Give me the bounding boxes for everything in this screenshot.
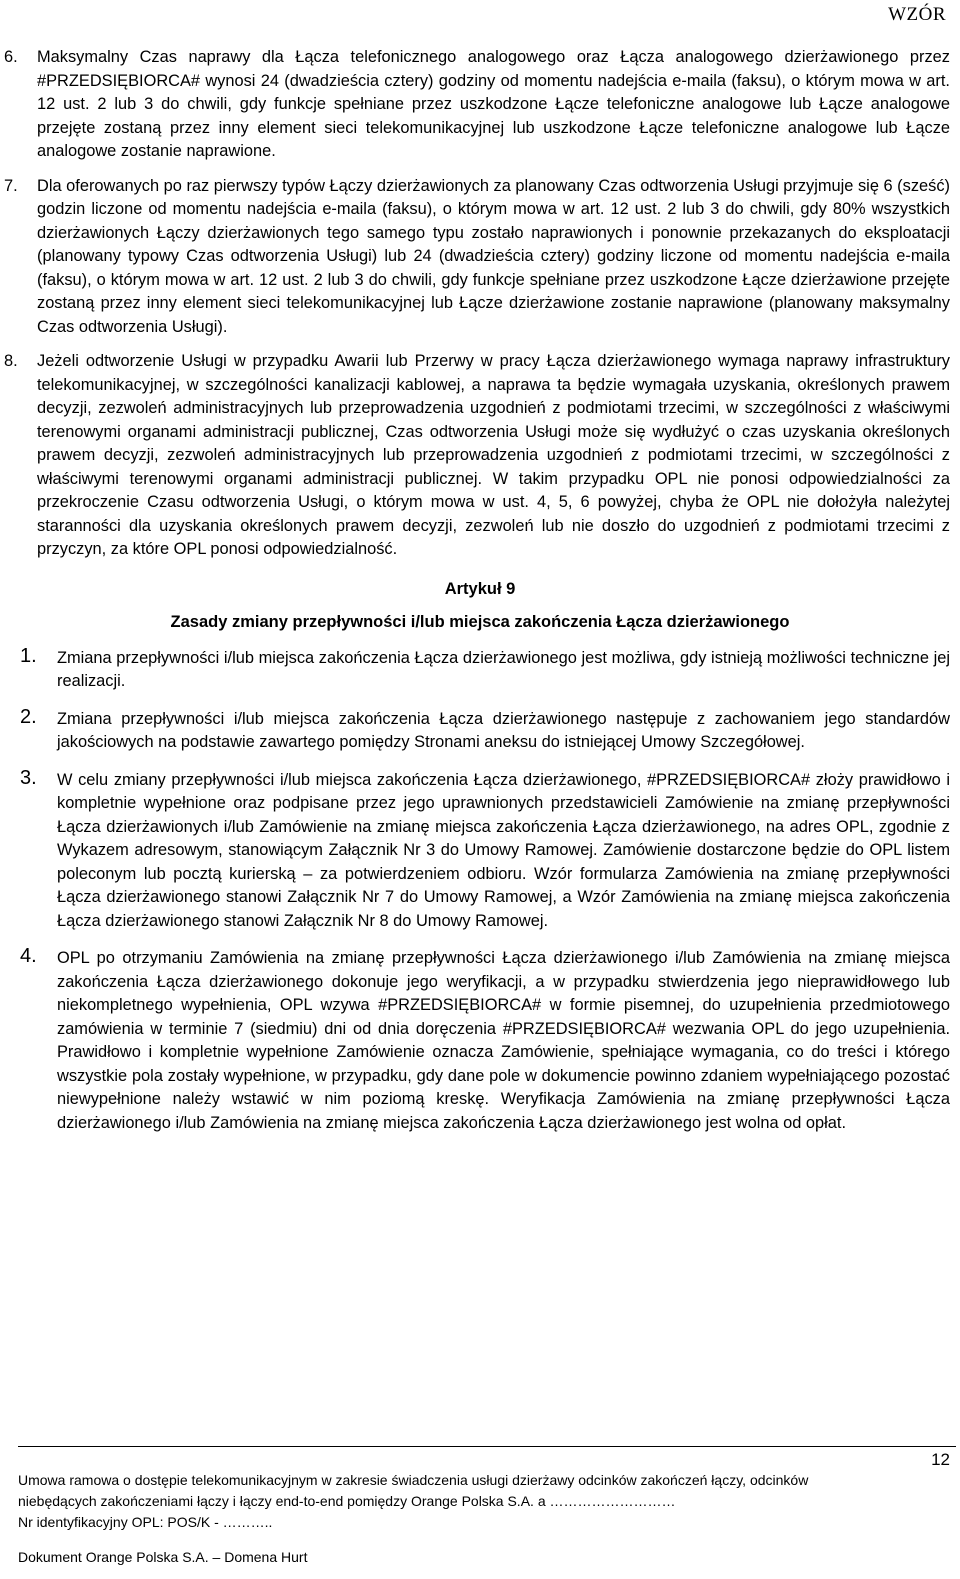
paragraph-6 [0,46,960,164]
footer-line: Umowa ramowa o dostępie telekomunikacyjnym w zakresie świadczenia usługi dzierżawy odcinków zakończeń łączy, odcinków [18,1472,809,1488]
watermark-label: WZÓR [888,4,946,25]
article-title: Artykuł 9 [444,579,516,598]
paragraph-text: OPL po otrzymaniu Zamówienia na zmianę przepływności Łącza dzierżawionego i/lub Zamówienia na zmianę miejsca zakończenia Łącza dzierżawionego dokonuje jego weryfikacji, a w przypadku stwierdzenia jego nieprawidłowego lub niekompletnego wypełnienia, OPL wzywa #PRZEDSIĘBIORCA# w formie pisemnej, do uzupełnienia przedmiotowego zamówienia w terminie 7 (siedmiu) dni od dnia doręczenia #PRZEDSIĘBIORCA# wezwania OPL do jego uzupełnienia. Prawidłowo i kompletnie wypełnione Zamówienie oznacza Zamówienie, spełniające wymagania, co do treści i którego wszystkie pola zostały wypełnione, w przypadku, gdy dane pole w dokumencie powinno zdaniem wypełniającego pozostać niewypełnione należy wstawić w nim poziomą kreskę. Weryfikacja Zamówienia na zmianę przepływności Łącza dzierżawionego i/lub Zamówienia na zmianę miejsca zakończenia Łącza dzierżawionego jest wolna od opłat. [57,949,950,1132]
paragraph-text: W celu zmiany przepływności i/lub miejsca zakończenia Łącza dzierżawionego, #PRZEDSIĘBIORCA# złoży prawidłowo i kompletnie wypełnione oraz podpisane przez jego uprawnionych przedstawicieli Zamówienie na zmianę przepływności Łącza dzierżawionych i/lub Zamówienie na zmianę miejsca zakończenia Łącza dzierżawionego, na adres OPL, zgodnie z Wykazem adresowym, stanowiącym Załącznik Nr 3 do Umowy Ramowej. Zamówienie dostarczone będzie do OPL listem poleconym lub pocztą kurierską – za potwierdzeniem odbioru. Wzór formularza Zamówienia na zmianę przepływności Łącza dzierżawionego stanowi Załącznik Nr 7 do Umowy Ramowej, a Wzór Zamówienia na zmianę miejsca zakończenia Łącza dzierżawionego stanowi Załącznik Nr 8 do Umowy Ramowej. [57,770,950,930]
paragraph-text: Zmiana przepływności i/lub miejsca zakończenia Łącza dzierżawionego jest możliwa, gdy istnieją możliwości techniczne jej realizacji. [57,648,950,690]
footer-line: Nr identyfikacyjny OPL: POS/K - ……….. [18,1514,273,1530]
article-paragraph-2 [0,705,960,755]
paragraph-text: Dla oferowanych po raz pierwszy typów Łączy dzierżawionych za planowany Czas odtworzenia Usługi przyjmuje się 6 (sześć) godzin liczone od momentu nadejścia e-maila (faksu), o którym mowa w art. 12 ust. 2 lub 3 do chwili, gdy 80% wszystkich dzierżawionych Łączy dzierżawionych tego samego typu zostało naprawionych i ponownie przekazanych do eksploatacji (planowany typowy Czas odtworzenia Usługi) lub 24 (dwadzieścia cztery) godziny liczone od momentu nadejścia e-maila (faksu), o którym mowa w art. 12 ust. 2 lub 3 do chwili, gdy funkcje spełniane przez uszkodzone Łącze dzierżawione przejęte zostaną przez inny element sieci telekomunikacyjnej lub Łącze dzierżawione zostanie naprawione (planowany maksymalny Czas odtworzenia Usługi). [37,176,950,336]
paragraph-text: Jeżeli odtworzenie Usługi w przypadku Awarii lub Przerwy w pracy Łącza dzierżawionego wymaga naprawy infrastruktury telekomunikacyjnej, w szczególności kanalizacji kablowej, a naprawa ta będzie wymagała uzyskania, określonych prawem decyzji, zezwoleń administracyjnych lub przeprowadzenia uzgodnień z podmiotami trzecimi, w szczególności z właściwymi terenowymi organami administracji publicznej, Czas odtworzenia Usługi może się wydłużyć o czas uzyskania określonych prawem decyzji, zezwoleń administracyjnych lub przeprowadzenia uzgodnień z podmiotami trzecimi, w szczególności z właściwymi terenowymi organami administracji publicznej. W takim przypadku OPL nie ponosi odpowiedzialności za przekroczenie Czasu odtworzenia Usługi, o którym mowa w ust. 4, 5, 6 powyżej, chyba że OPL nie dołożyła należytej staranności dla uzyskania określonych prawem decyzji, zezwoleń lub nie doszło do uzgodnień z podmiotami trzecimi z przyczyn, za które OPL ponosi odpowiedzialność. [37,352,950,558]
paragraph-text: Zmiana przepływności i/lub miejsca zakończenia Łącza dzierżawionego następuje z zachowaniem jego standardów jakościowych na podstawie zawartego pomiędzy Stronami aneksu do istniejącej Umowy Szczegółowej. [57,709,950,751]
paragraph-number: 8. [4,352,18,370]
paragraph-number: 3. [20,766,37,789]
paragraph-number: 2. [20,705,37,728]
article-paragraph-1 [0,644,960,694]
paragraph-7 [0,175,960,340]
paragraph-number: 4. [20,945,37,967]
paragraph-number: 1. [20,644,37,667]
footer-divider [18,1446,956,1447]
article-paragraph-3 [0,766,960,934]
document-owner: Dokument Orange Polska S.A. – Domena Hurt [18,1549,308,1565]
paragraph-number: 7. [4,176,18,195]
document-body [0,46,960,1149]
article-paragraph-4 [0,947,960,1135]
footer-line: niebędących zakończeniami łączy i łączy end-to-end pomiędzy Orange Polska S.A. a ……………………… [18,1493,676,1509]
footer [18,1470,953,1533]
paragraph-8 [0,350,960,562]
paragraph-text: Maksymalny Czas naprawy dla Łącza telefonicznego analogowego oraz Łącza analogowego dzierżawionego przez #PRZEDSIĘBIORCA# wynosi 24 (dwadzieścia cztery) godziny od momentu nadejścia e-maila (faksu), o którym mowa w art. 12 ust. 2 lub 3 do chwili, gdy funkcje spełniane przez uszkodzone Łącze telefoniczne analogowe lub Łącze analogowe przejęte zostaną przez inny element sieci telekomunikacyjnej lub uszkodzone Łącze telefoniczne analogowe lub Łącze analogowe zostanie naprawione. [37,48,950,160]
paragraph-number: 6. [4,48,18,66]
article-subtitle: Zasady zmiany przepływności i/lub miejsca zakończenia Łącza dzierżawionego [170,613,790,631]
page-number: 12 [931,1450,950,1469]
